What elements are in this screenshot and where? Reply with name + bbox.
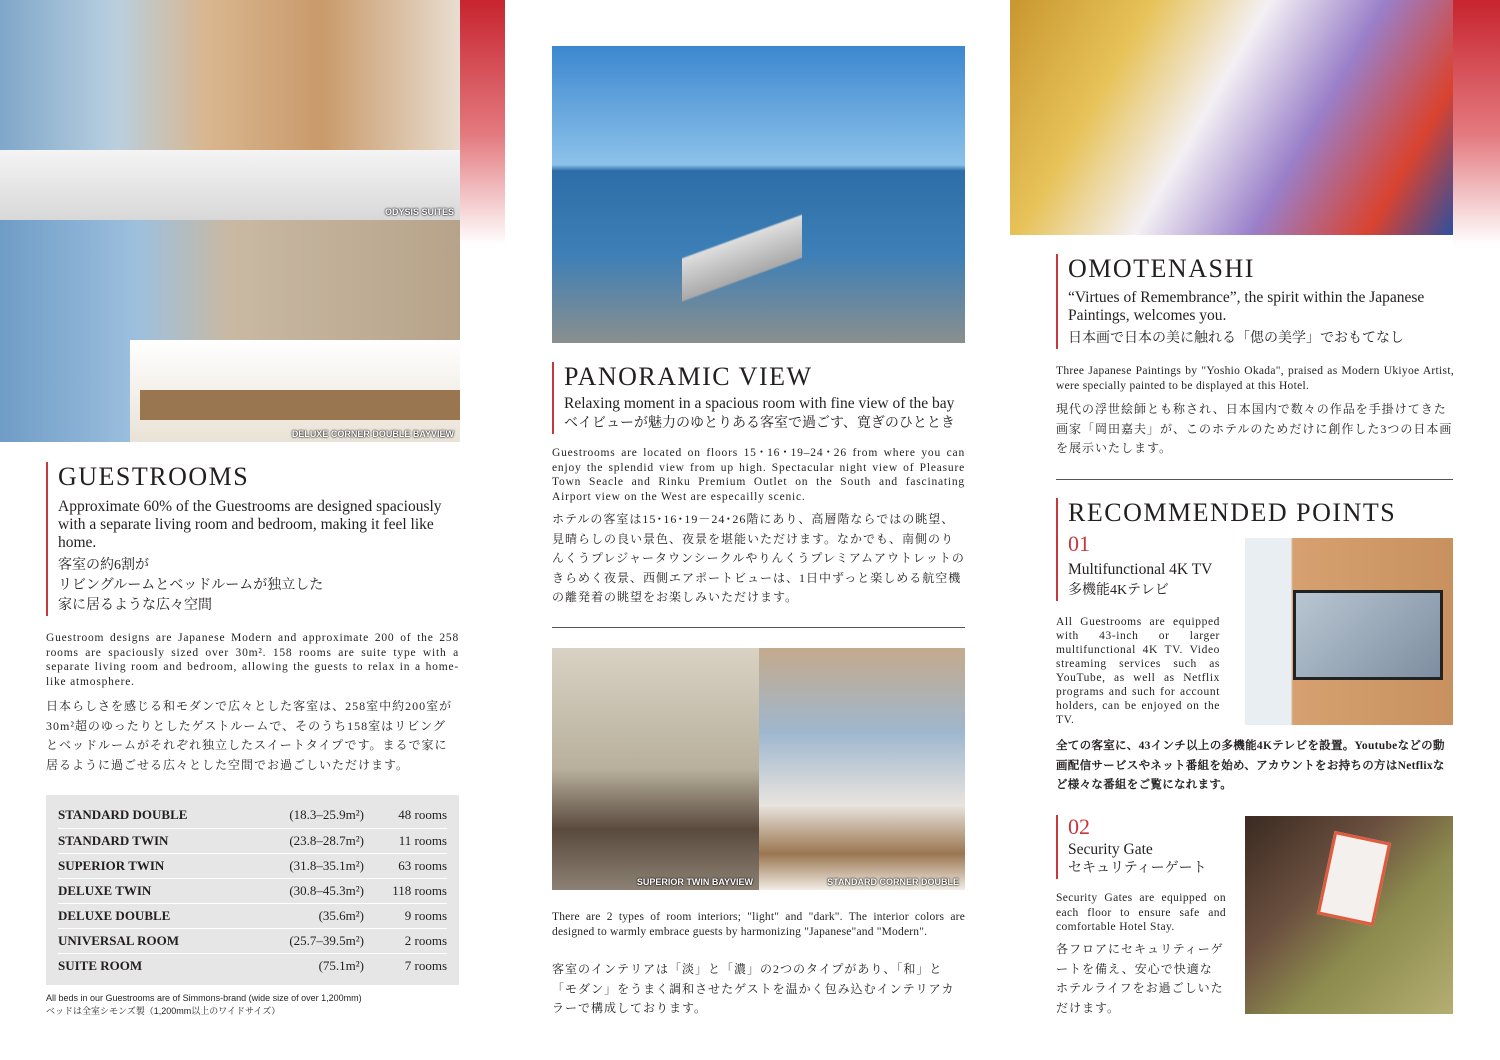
room-row [58, 828, 447, 853]
lead-ja-line: 家に居るような広々空間 [58, 598, 212, 613]
room-count: 118 rooms [364, 878, 447, 903]
lead-ja [58, 556, 446, 616]
divider [1056, 479, 1453, 480]
room-size: (18.3–25.9m²) [254, 803, 364, 828]
room-type: SUITE ROOM [58, 957, 143, 973]
beds-note-ja: ベッドは全室シモンズ製（1,200mm以上のワイドサイズ） [46, 1006, 281, 1016]
photo-caption: ODYSIS SUITES [384, 207, 454, 217]
security-body-ja: 各フロアにセキュリティーゲートを備え、安心で快適なホテルライフをお過ごしいただけます。 [1056, 942, 1224, 1015]
point-title-ja: 多機能4Kテレビ [1068, 583, 1169, 598]
room-size: (35.6m²) [254, 903, 364, 928]
point-number: 01 [1068, 531, 1090, 556]
room-type: DELUXE TWIN [58, 878, 254, 903]
interior-body-en: There are 2 types of room interiors; "light" and "dark". The interior colors are designed to warmly embrace guests by harmonizing "Japanese"and "Modern". [552, 911, 965, 938]
deluxe-corner-double-photo [0, 220, 460, 442]
panoramic-body-ja: ホテルの客室は15･16･19－24･26階にあり、高層階ならではの眺望、見晴らしの良い景色、夜景を堪能いただけます。なかでも、南側のりんくうプレジャータウンシークルやりんくうプレミアムアウトレットのきらめく夜景、西側エアポートビューは、1日中ずっと楽しめる航空機の離発着の眺望をお楽しみいただけます。 [552, 512, 965, 604]
room-count: 2 rooms [364, 928, 447, 953]
panoramic-body-en: Guestrooms are located on floors 15･16･19–24･26 from where you can enjoy the splendid view from up high. Spectacular night view of Pleasure Town Seacle and Rinku Premium Outlet on the South and fascinating Airport view on the West are especailly scenic. [552, 447, 965, 503]
room-row [58, 953, 447, 978]
lead-ja-line: 客室の約6割が [58, 558, 149, 573]
superior-twin-bayview-photo [552, 648, 759, 890]
photo-caption: SUPERIOR TWIN BAYVIEW [636, 877, 753, 887]
decorative-red-bar [1453, 0, 1500, 245]
point-title-en: Multifunctional 4K TV [1068, 561, 1213, 578]
interior-body-ja: 客室のインテリアは「淡」と「濃」の2つのタイプがあり、「和」と「モダン」をうまく調和させたゲストを温かく包み込むインテリアカラーで構成しております。 [552, 962, 955, 1015]
section-title: OMOTENASHI [1068, 254, 1255, 283]
room-type: SUPERIOR TWIN [58, 853, 254, 878]
lead-en: “Virtues of Remembrance”, the spirit within the Japanese Paintings, welcomes you. [1068, 289, 1425, 324]
room-count: 7 rooms [404, 957, 447, 973]
point-number: 02 [1068, 814, 1090, 839]
point-title-en: Security Gate [1068, 841, 1153, 858]
room-count: 48 rooms [364, 803, 447, 828]
room-size: (23.8–28.7m²) [254, 828, 364, 853]
room-count: 9 rooms [364, 903, 447, 928]
security-gate-photo [1245, 816, 1453, 1014]
section-title: PANORAMIC VIEW [564, 362, 813, 391]
room-type: STANDARD TWIN [58, 828, 254, 853]
security-body-en: Security Gates are equipped on each floor to ensure safe and comfortable Hotel Stay. [1056, 892, 1226, 933]
lead-en: Relaxing moment in a spacious room with fine view of the bay [564, 395, 955, 412]
guestrooms-body-en: Guestroom designs are Japanese Modern and approximate 200 of the 258 rooms are spaciously sized over 30m². 158 rooms are suite type with a separate living room and bedroom, allowing the guests to relax in a home-like atmosphere. [46, 632, 459, 688]
security-heading [1056, 815, 1236, 879]
omotenashi-body-ja: 現代の浮世絵師とも称され、日本国内で数々の作品を手掛けてきた画家「岡田嘉夫」が、このホテルのためだけに創作した3つの日本画を展示いたします。 [1056, 402, 1453, 455]
omotenashi-heading [1056, 254, 1456, 349]
room-type: STANDARD DOUBLE [58, 803, 254, 828]
room-size: (25.7–39.5m²) [254, 928, 364, 953]
room-count: 11 rooms [364, 828, 447, 853]
omotenashi-body-en: Three Japanese Paintings by "Yoshio Okada", praised as Modern Ukiyoe Artist, were specially painted to be displayed at this Hotel. [1056, 365, 1454, 392]
point-title-ja: セキュリティーゲート [1068, 861, 1207, 876]
odysis-suites-photo [0, 0, 460, 220]
tv-body-ja: 全ての客室に、43インチ以上の多機能4Kテレビを設置。Youtubeなどの動画配信サービスやネット番組を始め、アカウントをお持ちの方はNetflixなど様々な番組をご覧になれます。 [1056, 740, 1445, 791]
lead-en: Approximate 60% of the Guestrooms are designed spaciously with a separate living room and bedroom, making it feel like home. [58, 498, 442, 551]
japanese-painting-photo [1010, 0, 1453, 235]
4k-tv-photo [1245, 538, 1453, 725]
divider [552, 627, 965, 628]
lead-ja-line: リビングルームとベッドルームが独立した [58, 578, 324, 593]
guestrooms-body-ja: 日本らしさを感じる和モダンで広々とした客室は、258室中約200室が30m²超のゆったりとしたゲストルームで、そのうち158室はリビングとベッドルームがそれぞれ独立したスイートタイプです。まるで家に居るように過ごせる広々とした空間でお過ごしいただけます。 [46, 699, 453, 772]
photo-caption: STANDARD CORNER DOUBLE [827, 877, 959, 887]
room-type: UNIVERSAL ROOM [58, 928, 254, 953]
guestrooms-heading [46, 462, 446, 616]
room-row [58, 803, 447, 828]
lead-ja: ベイビューが魅力のゆとりある客室で過ごす、寛ぎのひととき [564, 416, 955, 431]
tv-body-en: All Guestrooms are equipped with 43-inch or larger multifunctional 4K TV. Video streaming services such as YouTube, as well as Netflix programs and such for account holders, can be enjoyed on the TV. [1056, 616, 1220, 726]
room-row [58, 903, 447, 928]
room-size: (30.8–45.3m²) [254, 878, 364, 903]
room-types-table [46, 795, 459, 985]
section-title: RECOMMENDED POINTS [1068, 498, 1397, 527]
standard-corner-double-photo [759, 648, 965, 890]
bay-bridge-photo [552, 46, 965, 343]
lead-ja: 日本画で日本の美に触れる「偲の美学」でおもてなし [1068, 331, 1404, 346]
room-row [58, 853, 447, 878]
room-size: (75.1m²) [318, 957, 365, 973]
beds-note-en: All beds in our Guestrooms are of Simmons-brand (wide size of over 1,200mm) [46, 993, 362, 1003]
room-size: (31.8–35.1m²) [254, 853, 364, 878]
decorative-red-bar [460, 0, 505, 245]
section-title: GUESTROOMS [58, 462, 250, 491]
panoramic-heading [552, 362, 972, 434]
room-row [58, 878, 447, 903]
room-row [58, 928, 447, 953]
photo-caption: DELUXE CORNER DOUBLE BAYVIEW [291, 429, 454, 439]
room-count: 63 rooms [364, 853, 447, 878]
room-type: DELUXE DOUBLE [58, 903, 254, 928]
